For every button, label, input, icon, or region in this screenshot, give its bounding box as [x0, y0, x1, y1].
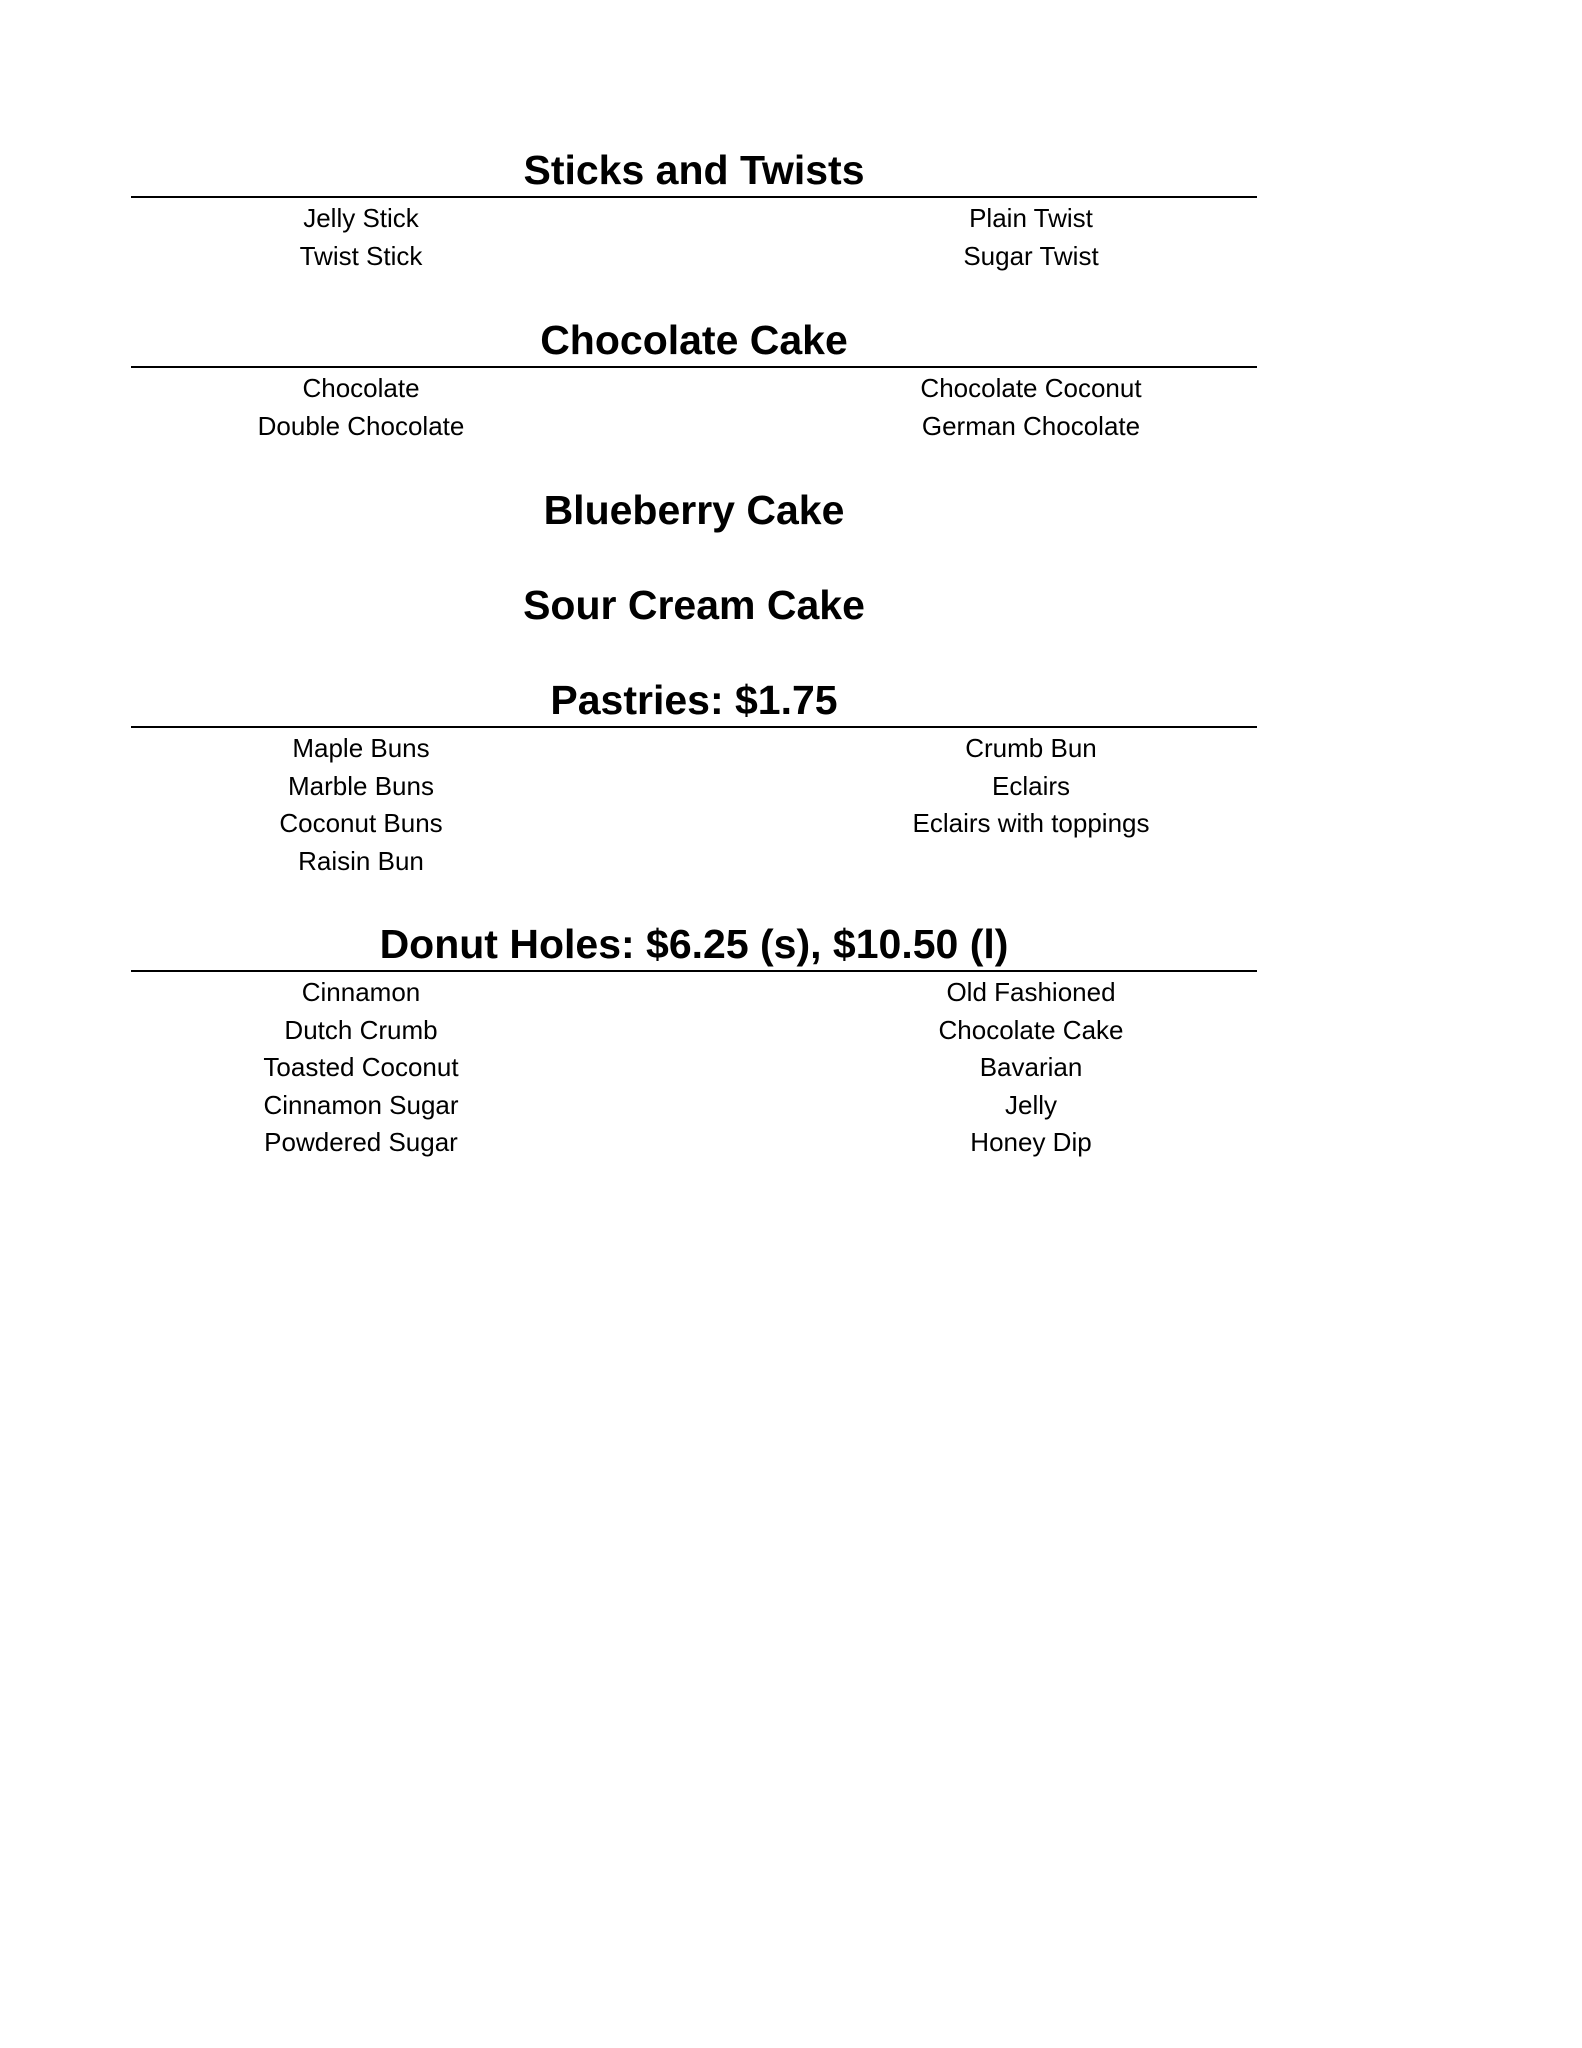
- left-item-column: [131, 974, 591, 1162]
- section-title: Sour Cream Cake: [523, 582, 865, 628]
- right-item-column: [801, 370, 1261, 445]
- left-item-column: [131, 200, 591, 275]
- section-divider: [131, 970, 1257, 972]
- section-divider: [131, 366, 1257, 368]
- menu-item: Chocolate Cake: [938, 1014, 1124, 1045]
- menu-item: Powdered Sugar: [264, 1127, 458, 1157]
- section-title: Chocolate Cake: [540, 317, 848, 363]
- menu-item: Sugar Twist: [963, 240, 1099, 271]
- menu-item: Raisin Bun: [298, 845, 424, 876]
- menu-item: Cinnamon: [301, 977, 421, 1007]
- section-title: Sticks and Twists: [523, 147, 865, 193]
- menu-item: Dutch Crumb: [284, 1014, 438, 1045]
- menu-item: Old Fashioned: [946, 977, 1116, 1007]
- menu-item: Honey Dip: [970, 1127, 1092, 1157]
- menu-item: Eclairs: [991, 770, 1070, 801]
- menu-item: Jelly Stick: [303, 203, 419, 233]
- menu-item: Coconut Buns: [279, 808, 443, 838]
- menu-item: Double Chocolate: [257, 410, 465, 441]
- menu-item: Crumb Bun: [965, 733, 1097, 763]
- left-item-column: [131, 730, 591, 880]
- menu-item: Jelly: [1004, 1089, 1057, 1120]
- menu-item: German Chocolate: [921, 410, 1141, 441]
- right-item-column: [801, 974, 1261, 1162]
- menu-item: Eclairs with toppings: [912, 808, 1150, 838]
- menu-item: Chocolate Coconut: [920, 373, 1142, 403]
- menu-item: Cinnamon Sugar: [263, 1089, 459, 1120]
- menu-item: Marble Buns: [288, 770, 434, 801]
- section-divider: [131, 726, 1257, 728]
- menu-item: Chocolate: [302, 373, 420, 403]
- right-item-column: [801, 200, 1261, 275]
- menu-item: Toasted Coconut: [263, 1052, 459, 1082]
- menu-item: Bavarian: [979, 1052, 1083, 1082]
- section-title: Blueberry Cake: [543, 487, 845, 533]
- menu-item: Maple Buns: [292, 733, 430, 763]
- section-divider: [131, 196, 1257, 198]
- section-title: Donut Holes: $6.25 (s), $10.50 (l): [379, 921, 1009, 967]
- menu-item: Plain Twist: [969, 203, 1093, 233]
- menu-item: Twist Stick: [299, 240, 423, 271]
- right-item-column: [801, 730, 1261, 843]
- left-item-column: [131, 370, 591, 445]
- section-title: Pastries: $1.75: [550, 677, 838, 723]
